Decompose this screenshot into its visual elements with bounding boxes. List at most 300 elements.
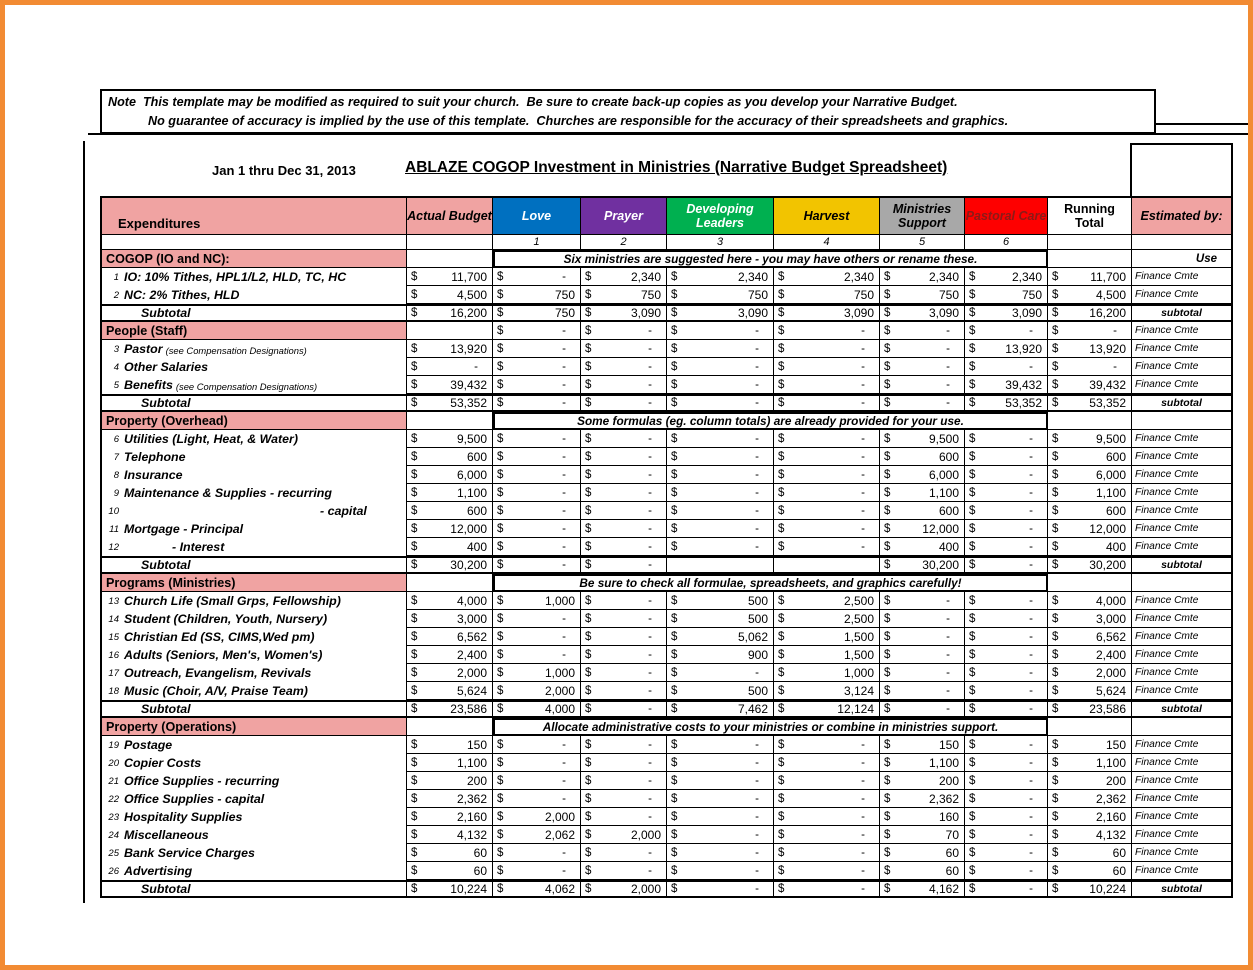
actual-budget-cell	[407, 646, 493, 664]
estimated-by-cell: Finance Cmte	[1132, 862, 1233, 880]
cell-value: 150	[938, 737, 959, 752]
currency-symbol: $	[778, 883, 785, 895]
ministry-subtotal	[965, 882, 1048, 896]
currency-symbol: $	[884, 486, 891, 499]
actual-budget-cell	[407, 430, 493, 448]
ministry-cell	[493, 646, 581, 664]
currency-symbol: $	[1052, 378, 1059, 391]
ministry-cell	[667, 430, 774, 448]
row-number: 5	[113, 379, 119, 391]
cell-value: -	[562, 504, 566, 517]
cell-value: -	[755, 397, 759, 409]
currency-symbol: $	[411, 810, 418, 823]
cell-value: -	[755, 432, 759, 445]
currency-symbol: $	[969, 342, 976, 355]
cell-value: 2,160	[1095, 809, 1126, 824]
currency-symbol: $	[585, 288, 592, 301]
ministry-cell	[493, 286, 581, 304]
header-label: Harvest	[803, 208, 850, 223]
cell-value: -	[648, 360, 652, 373]
row-number: 21	[108, 775, 119, 787]
currency-symbol: $	[1052, 486, 1059, 499]
ministry-cell	[493, 592, 581, 610]
cell-value: 400	[1105, 539, 1126, 554]
ministry-cell	[965, 664, 1048, 682]
ministry-cell	[774, 772, 880, 790]
section-title: People (Staff)	[102, 322, 407, 340]
cell-value: -	[861, 738, 865, 751]
expense-row	[102, 664, 1233, 682]
cell-value: -	[946, 630, 950, 643]
currency-symbol: $	[969, 486, 976, 499]
title-band	[100, 141, 1233, 196]
currency-symbol: $	[411, 468, 418, 481]
currency-symbol: $	[585, 559, 592, 571]
ministry-cell	[774, 268, 880, 286]
cell-value: -	[1029, 703, 1033, 715]
cell-value: 3,090	[843, 306, 874, 320]
ministry-cell	[965, 430, 1048, 448]
ministry-cell	[774, 610, 880, 628]
cell-value: -	[1029, 792, 1033, 805]
actual-budget-cell	[407, 682, 493, 700]
currency-symbol: $	[411, 774, 418, 787]
currency-symbol: $	[969, 540, 976, 553]
currency-symbol: $	[884, 450, 891, 463]
cell-value: 2,340	[928, 269, 959, 284]
cell-value: -	[562, 270, 566, 283]
actual-budget-cell	[407, 754, 493, 772]
ministry-cell	[880, 322, 965, 340]
currency-symbol: $	[778, 630, 785, 643]
expense-row	[102, 502, 1233, 520]
currency-symbol: $	[778, 846, 785, 859]
currency-symbol: $	[778, 540, 785, 553]
currency-symbol: $	[585, 864, 592, 877]
row-label-cell	[102, 358, 407, 376]
currency-symbol: $	[411, 864, 418, 877]
expense-row	[102, 790, 1233, 808]
running-total-subtotal	[1048, 702, 1132, 716]
cell-value: -	[562, 468, 566, 481]
currency-symbol: $	[778, 612, 785, 625]
row-number: 22	[108, 793, 119, 805]
section-header-row	[102, 718, 1233, 736]
cell-value: 1,100	[928, 485, 959, 500]
cell-value: 6,562	[456, 629, 487, 644]
row-label: NC: 2% Tithes, HLD	[124, 288, 240, 302]
ministry-cell	[774, 448, 880, 466]
currency-symbol: $	[778, 828, 785, 841]
currency-symbol: $	[884, 324, 891, 337]
currency-symbol: $	[1052, 846, 1059, 859]
cell-value: -	[648, 684, 652, 697]
ministry-subtotal	[493, 558, 581, 572]
ministry-cell	[493, 826, 581, 844]
currency-symbol: $	[497, 342, 504, 355]
estimated-by-cell: Finance Cmte	[1132, 502, 1233, 520]
cell-value: -	[755, 774, 759, 787]
currency-symbol: $	[671, 810, 678, 823]
ministry-cell	[581, 358, 667, 376]
section-note-right	[1132, 412, 1233, 430]
currency-symbol: $	[1052, 270, 1059, 283]
ministry-subtotal	[774, 702, 880, 716]
row-label: Student (Children, Youth, Nursery)	[124, 612, 328, 626]
row-label: Telephone	[124, 450, 186, 464]
currency-symbol: $	[411, 307, 418, 319]
section-title: Programs (Ministries)	[102, 574, 407, 592]
section-title: Property (Overhead)	[102, 412, 407, 430]
currency-symbol: $	[585, 468, 592, 481]
cell-value: -	[755, 846, 759, 859]
cell-value: -	[1029, 883, 1033, 895]
ministry-cell	[880, 376, 965, 394]
row-label-cell	[102, 466, 407, 484]
section-header-row	[102, 412, 1233, 430]
cell-value: 13,920	[1005, 341, 1042, 356]
row-label-cell	[102, 448, 407, 466]
ministry-cell	[880, 754, 965, 772]
actual-budget-cell	[407, 502, 493, 520]
running-total-cell	[1048, 538, 1132, 556]
cell-value: -	[648, 792, 652, 805]
cell-value: -	[755, 864, 759, 877]
estimated-by-cell: Finance Cmte	[1132, 376, 1233, 394]
cell-value: 400	[466, 539, 487, 554]
cell-value: -	[755, 378, 759, 391]
cell-value: -	[1029, 486, 1033, 499]
currency-symbol: $	[497, 559, 504, 571]
ministry-cell	[493, 268, 581, 286]
currency-symbol: $	[411, 378, 418, 391]
cell-value: -	[861, 378, 865, 391]
currency-symbol: $	[969, 864, 976, 877]
currency-symbol: $	[884, 432, 891, 445]
cell-value: 150	[466, 737, 487, 752]
ministry-cell	[581, 268, 667, 286]
note-line-2: No guarantee of accuracy is implied by the use of this template. Churches are responsible for the accuracy of their spreadsheets and graphics.	[148, 113, 1009, 128]
cell-value: 2,340	[843, 269, 874, 284]
row-number: 16	[108, 649, 119, 661]
running-total-cell	[1048, 430, 1132, 448]
estimated-by-cell: Finance Cmte	[1132, 790, 1233, 808]
currency-symbol: $	[671, 378, 678, 391]
column-header-harvest	[774, 198, 880, 235]
currency-symbol: $	[585, 666, 592, 679]
ministry-cell	[581, 754, 667, 772]
currency-symbol: $	[778, 703, 785, 715]
cell-value: -	[861, 324, 865, 337]
cell-value: -	[946, 612, 950, 625]
ministry-cell	[774, 826, 880, 844]
actual-budget-subtotal	[407, 702, 493, 716]
column-header-prayer	[581, 198, 667, 235]
currency-symbol: $	[884, 864, 891, 877]
expense-row	[102, 682, 1233, 700]
column-header-developing-leaders	[667, 198, 774, 235]
currency-symbol: $	[969, 648, 976, 661]
ministry-subtotal	[493, 306, 581, 320]
ministry-cell	[581, 448, 667, 466]
running-total-cell	[1048, 790, 1132, 808]
row-label-cell	[102, 610, 407, 628]
currency-symbol: $	[585, 522, 592, 535]
currency-symbol: $	[585, 738, 592, 751]
currency-symbol: $	[671, 666, 678, 679]
cell-value: -	[562, 360, 566, 373]
currency-symbol: $	[585, 307, 592, 319]
ministry-cell	[667, 268, 774, 286]
ministry-cell	[581, 484, 667, 502]
currency-symbol: $	[884, 774, 891, 787]
ministry-cell	[965, 484, 1048, 502]
currency-symbol: $	[969, 703, 976, 715]
currency-symbol: $	[969, 360, 976, 373]
currency-symbol: $	[1052, 360, 1059, 373]
currency-symbol: $	[671, 432, 678, 445]
row-label: Mortgage - Principal	[124, 522, 244, 536]
subtotal-label-cell	[102, 558, 407, 572]
number-cell-blank	[102, 235, 407, 250]
ministry-cell	[880, 772, 965, 790]
currency-symbol: $	[969, 630, 976, 643]
cell-value: 2,340	[1011, 269, 1042, 284]
estimated-by-subtotal: subtotal	[1132, 702, 1233, 716]
actual-budget-cell	[407, 844, 493, 862]
actual-budget-cell	[407, 520, 493, 538]
currency-symbol: $	[884, 703, 891, 715]
ministry-cell	[965, 610, 1048, 628]
expense-row	[102, 376, 1233, 394]
cell-value: 1,100	[1095, 755, 1126, 770]
cell-value: 2,000	[544, 683, 575, 698]
cell-value: 70	[945, 827, 959, 842]
ministry-number-row	[102, 235, 1233, 250]
expense-row	[102, 826, 1233, 844]
ministry-cell	[774, 520, 880, 538]
ministry-cell	[493, 772, 581, 790]
running-total-cell	[1048, 286, 1132, 304]
currency-symbol: $	[778, 432, 785, 445]
currency-symbol: $	[1052, 432, 1059, 445]
cell-value: 150	[1105, 737, 1126, 752]
actual-budget-cell	[407, 250, 493, 268]
cell-value: -	[648, 504, 652, 517]
ministry-cell	[493, 790, 581, 808]
cell-value: 30,200	[922, 558, 959, 572]
currency-symbol: $	[671, 630, 678, 643]
subtotal-label: Subtotal	[141, 558, 191, 572]
currency-symbol: $	[1052, 828, 1059, 841]
section-header-row	[102, 574, 1233, 592]
ministry-subtotal	[774, 882, 880, 896]
ministry-cell	[965, 736, 1048, 754]
ministry-cell	[965, 682, 1048, 700]
currency-symbol: $	[411, 738, 418, 751]
row-number: 17	[108, 667, 119, 679]
subtotal-row	[102, 394, 1233, 412]
currency-symbol: $	[969, 307, 976, 319]
cell-value: -	[755, 504, 759, 517]
cell-value: 2,062	[544, 827, 575, 842]
cell-value: -	[648, 846, 652, 859]
row-number: 20	[108, 757, 119, 769]
ministry-cell	[667, 736, 774, 754]
ministry-cell	[965, 448, 1048, 466]
cell-value: 30,200	[1089, 558, 1126, 572]
expense-row	[102, 340, 1233, 358]
ministry-cell	[774, 862, 880, 880]
cell-value: -	[755, 540, 759, 553]
cell-value: -	[648, 864, 652, 877]
section-title: Property (Operations)	[102, 718, 407, 736]
currency-symbol: $	[1052, 540, 1059, 553]
ministry-cell	[965, 628, 1048, 646]
ministry-cell	[667, 646, 774, 664]
left-margin-line	[83, 141, 85, 903]
currency-symbol: $	[411, 684, 418, 697]
running-total-cell	[1048, 412, 1132, 430]
ministry-cell	[965, 808, 1048, 826]
cell-value: -	[946, 324, 950, 337]
ministry-subtotal	[581, 306, 667, 320]
row-number: 25	[108, 847, 119, 859]
ministry-cell	[493, 754, 581, 772]
row-label: Postage	[124, 738, 173, 752]
ministry-cell	[880, 790, 965, 808]
row-label: Office Supplies - recurring	[124, 774, 280, 788]
currency-symbol: $	[585, 540, 592, 553]
estimated-by-cell: Finance Cmte	[1132, 358, 1233, 376]
ministry-cell	[965, 340, 1048, 358]
currency-symbol: $	[884, 504, 891, 517]
ministry-cell	[667, 358, 774, 376]
ministry-cell	[493, 628, 581, 646]
currency-symbol: $	[411, 792, 418, 805]
cell-value: -	[755, 738, 759, 751]
currency-symbol: $	[884, 883, 891, 895]
row-number: 10	[108, 505, 119, 517]
expense-row	[102, 448, 1233, 466]
ministry-cell	[774, 376, 880, 394]
cell-value: -	[946, 648, 950, 661]
running-total-subtotal	[1048, 558, 1132, 572]
running-total-cell	[1048, 718, 1132, 736]
currency-symbol: $	[585, 792, 592, 805]
currency-symbol: $	[497, 450, 504, 463]
page-title: ABLAZE COGOP Investment in Ministries (Narrative Budget Spreadsheet)	[405, 159, 948, 176]
ministry-cell	[965, 520, 1048, 538]
ministry-subtotal	[965, 306, 1048, 320]
cell-value: 500	[747, 611, 768, 626]
currency-symbol: $	[969, 828, 976, 841]
section-header-row	[102, 250, 1233, 268]
cell-value: 60	[945, 845, 959, 860]
ministry-cell	[493, 430, 581, 448]
currency-symbol: $	[497, 432, 504, 445]
ministry-cell	[667, 682, 774, 700]
ministry-cell	[880, 466, 965, 484]
ministry-cell	[667, 862, 774, 880]
currency-symbol: $	[671, 883, 678, 895]
cell-value: 9,500	[456, 431, 487, 446]
ministry-cell	[880, 502, 965, 520]
currency-symbol: $	[497, 810, 504, 823]
cell-value: 9,500	[1095, 431, 1126, 446]
ministry-subtotal	[581, 558, 667, 572]
currency-symbol: $	[411, 703, 418, 715]
ministry-cell	[965, 862, 1048, 880]
cell-value: 2,362	[928, 791, 959, 806]
ministry-subtotal	[880, 306, 965, 320]
ministry-cell	[965, 772, 1048, 790]
ministry-cell	[965, 376, 1048, 394]
row-label-cell	[102, 430, 407, 448]
ministry-cell	[965, 502, 1048, 520]
cell-value: -	[755, 828, 759, 841]
currency-symbol: $	[1052, 324, 1059, 337]
currency-symbol: $	[969, 846, 976, 859]
ministry-cell	[880, 664, 965, 682]
cell-value: -	[1113, 360, 1117, 373]
currency-symbol: $	[671, 307, 678, 319]
cell-value: 1,000	[544, 593, 575, 608]
ministry-cell	[581, 322, 667, 340]
currency-symbol: $	[778, 774, 785, 787]
currency-symbol: $	[497, 504, 504, 517]
currency-symbol: $	[497, 378, 504, 391]
cell-value: 13,920	[450, 341, 487, 356]
cell-value: 23,586	[1089, 702, 1126, 716]
estimated-by-subtotal: subtotal	[1132, 882, 1233, 896]
estimated-by-subtotal: subtotal	[1132, 396, 1233, 410]
currency-symbol: $	[778, 397, 785, 409]
currency-symbol: $	[969, 810, 976, 823]
cell-value: -	[861, 883, 865, 895]
ministry-cell	[965, 844, 1048, 862]
running-total-cell	[1048, 808, 1132, 826]
cell-value: 2,500	[843, 611, 874, 626]
currency-symbol: $	[1052, 738, 1059, 751]
ministry-cell	[667, 340, 774, 358]
subtotal-label: Subtotal	[141, 882, 191, 896]
expense-row	[102, 592, 1233, 610]
running-total-cell	[1048, 574, 1132, 592]
ministry-cell	[581, 502, 667, 520]
ministry-cell	[581, 736, 667, 754]
row-label-note: (see Compensation Designations)	[175, 380, 318, 392]
cell-value: 60	[473, 845, 487, 860]
actual-budget-cell	[407, 862, 493, 880]
ministry-cell	[880, 358, 965, 376]
cell-value: -	[648, 666, 652, 679]
currency-symbol: $	[884, 559, 891, 571]
currency-symbol: $	[884, 612, 891, 625]
ministry-cell	[667, 322, 774, 340]
cell-value: -	[861, 504, 865, 517]
column-header-running-total	[1048, 198, 1132, 235]
currency-symbol: $	[411, 288, 418, 301]
running-total-subtotal	[1048, 882, 1132, 896]
cell-value: 4,162	[928, 882, 959, 896]
currency-symbol: $	[884, 630, 891, 643]
currency-symbol: $	[671, 594, 678, 607]
actual-budget-cell	[407, 664, 493, 682]
cell-value: 2,000	[544, 809, 575, 824]
ministry-cell	[667, 808, 774, 826]
row-label-cell	[102, 844, 407, 862]
